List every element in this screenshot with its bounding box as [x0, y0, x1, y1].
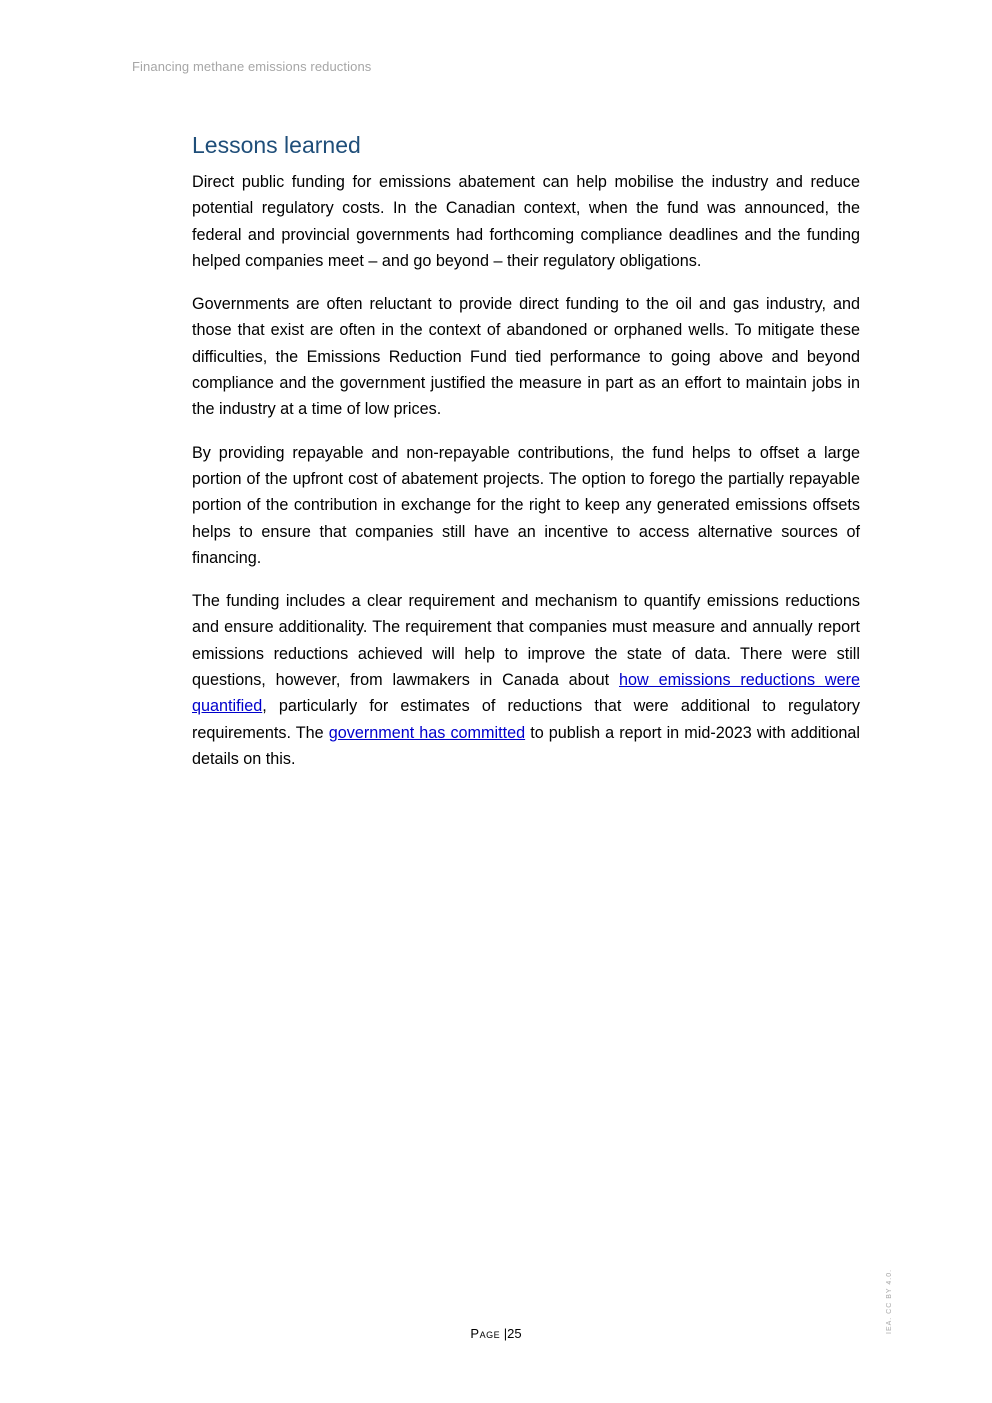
page-separator: |: [503, 1326, 508, 1341]
paragraph-4-text-middle: , particularly for estimates of reductions that were additional to regulatory requirements. The: [192, 697, 860, 742]
paragraph-3: By providing repayable and non-repayable contributions, the fund helps to offset a large portion of the upfront cost of abatement projects. The option to forego the partially repayable portion of the contribution in exchange for the right to keep any generated emissions offsets helps to ensure that companies still have an incentive to access alternative sources of financing.: [192, 443, 860, 567]
paragraph-4-text-start: The funding includes a clear requirement and mechanism to quantify emissions reductions and ensure additionality. The requirement that companies must measure and annually report emissions reductions achieved will help to improve the state of data. There were still questions, however, from lawmakers in Canada about: [192, 592, 860, 690]
main-content: [192, 130, 860, 789]
paragraph-2: Governments are often reluctant to provide direct funding to the oil and gas industry, and those that exist are often in the context of abandoned or orphaned wells. To mitigate these difficulties, the Emissions Reduction Fund tied performance to going above and beyond compliance and the government justified the measure in part as an effort to maintain jobs in the industry at a time of low prices.: [192, 295, 860, 419]
paragraph-4-text-end: to publish a report in mid-2023 with additional details on this.: [192, 723, 860, 768]
page-footer: [0, 1326, 992, 1341]
link-how-emissions-quantified[interactable]: how emissions reductions were quantified: [192, 671, 860, 716]
paragraph-1: Direct public funding for emissions abatement can help mobilise the industry and reduce potential regulatory costs. In the Canadian context, when the fund was announced, the federal and provincial governments had forthcoming compliance deadlines and the funding helped companies meet – and go beyond – their regulatory obligations.: [192, 173, 860, 270]
link-government-committed[interactable]: government has committed: [328, 723, 526, 742]
section-heading: Lessons learned: [192, 132, 361, 158]
license-notice: [886, 1270, 894, 1340]
paragraph-4: [192, 588, 860, 772]
license-text: IEA. CC BY 4.0.: [886, 1268, 893, 1334]
running-header-title: Financing methane emissions reductions: [132, 59, 372, 74]
page-label: Page: [470, 1326, 501, 1341]
page-number: 25: [507, 1326, 522, 1341]
